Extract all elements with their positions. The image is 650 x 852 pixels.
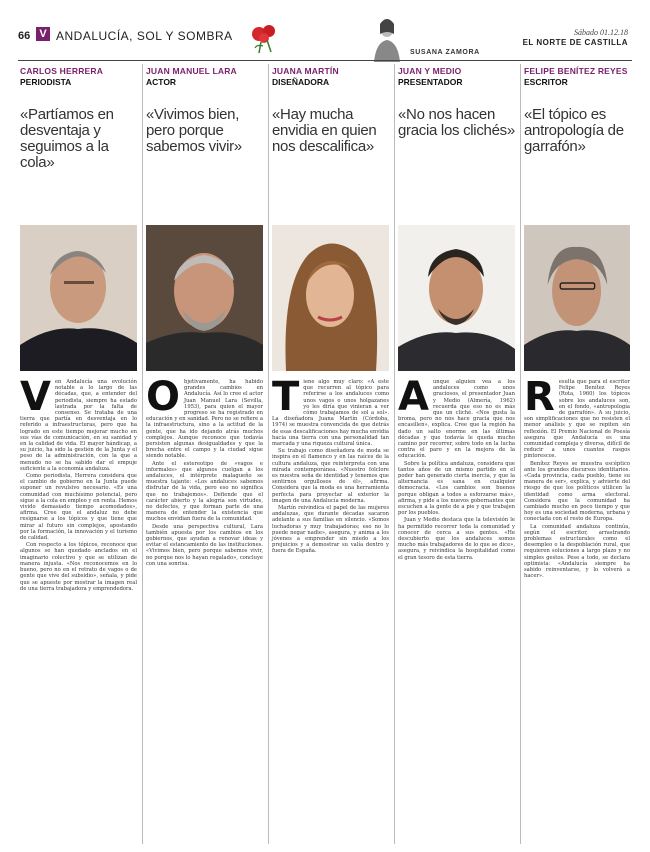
pull-quote: «Vivimos bien, pero porque sabemos vivir» [146,106,242,155]
article-body [398,374,515,561]
portrait-photo [146,225,263,371]
column-juan-manuel-lara [146,64,263,844]
paragraph: Martín reivindica el papel de las mujeres andaluzas, que durante décadas sacaron adelante a sus familias en silencio. «Somos luchadoras y muy trabajadoras; eso no lo puede negar nadie», asegura, y anima a los jóvenes a emprender sin miedo a los prejuicios y a demostrar su valía dentro y fuera de España. [272,505,389,555]
paragraph: unque alguien vea a los andaluces como unos graciosos, el presentador Juan y Medio (Almería, 1962) recuerda que eso no es más que un cliché. «Nos gusta la broma, pero no nos hace gracia que nos encasillen», explica. Cree que la región ha dado un salto enorme en las últimas décadas y que todavía le queda mucho camino por recorrer, sobre todo en la lucha contra el paro y en la mejora de la educación. [398,379,515,460]
paragraph: Benítez Reyes se muestra escéptico ante los grandes discursos identitarios. «Cada provincia, cada pueblo, tiene su manera de ser», explica, y advierte del riesgo de que los políticos utilicen la identidad como arma electoral. Considera que la comunidad ha cambiado mucho en poco tiempo y que hoy es una sociedad moderna, urbana y conectada con el resto de Europa. [524,460,630,523]
pull-quote: «Partíamos en desventaja y seguimos a la cola» [20,106,114,171]
person-name: JUAN MANUEL LARA [146,66,237,76]
person-name: FELIPE BENÍTEZ REYES [524,66,628,76]
article-body [524,374,630,580]
person-role: DISEÑADORA [272,77,330,87]
article-body [20,374,137,592]
paragraph: iene algo muy claro: «A este que recurren al tópico para referirse a los andaluces como unos vagos o unos holgazanes yo les diría que vinieran a ver cómo trabajamos de sol a sol». La diseñadora Juana Martín (Córdoba, 1974) se muestra convencida de que detrás de esas descalificaciones hay mucha envidia hacia una tierra con una personalidad tan marcada y una riqueza cultural única. [272,379,389,448]
pull-quote: «Hay mucha envidia en quien nos descalifica» [272,106,377,155]
drop-cap: A [398,374,429,420]
paragraph: Su trabajo como diseñadora de moda se inspira en el flamenco y en las raíces de la cultura andaluza, que reinterpreta con una mirada contemporánea. «Nuestro folclore es nuestra seña de identidad y tenemos que sentirnos orgullosos de él», afirma. Considera que la moda es una herramienta perfecta para proyectar al exterior la imagen de una Andalucía moderna. [272,448,389,504]
section-icon: V [36,27,50,41]
drop-cap: V [20,374,51,420]
person-role: ACTOR [146,77,177,87]
drop-cap: T [272,374,300,420]
column-carlos-herrera [20,64,137,844]
portrait-photo [524,225,630,371]
column-divider [394,64,395,844]
header-rule [18,60,632,61]
portrait-photo [20,225,137,371]
paragraph: La comunidad andaluza continúa, según el escritor, arrastrando problemas estructurales como el desempleo o la despoblación rural, que requieren soluciones a largo plazo y no simples gestos. Pese a todo, se declara optimista: «Andalucía siempre ha sabido reinventarse, y lo volverá a hacer». [524,523,630,580]
drop-cap: O [146,374,181,420]
pull-quote: «El tópico es antropología de garrafón» [524,106,624,155]
newspaper-name: EL NORTE DE CASTILLA [522,38,628,47]
portrait-photo [272,225,389,371]
column-juan-y-medio [398,64,515,844]
portrait-photo [398,225,515,371]
paragraph: en Andalucía una evolución notable a lo largo de las décadas, que, a entender del periodista, siempre ha estado lastrada por la falta de consenso. Se trataba de una tierra que partía en desventaja en lo referido a infraestructuras, pero que ha logrado en este tiempo mejorar mucho en sus vías de comunicación, en su sanidad y en la calidad de vida. El mayor hándicap, a su juicio, ha sido la gestión de la Junta y el peso de la administración, con la que a menudo no se ha sabido dar el empuje suficiente a la economía andaluza. [20,379,137,472]
person-name: JUAN Y MEDIO [398,66,462,76]
paragraph: Juan y Medio destaca que la televisión le ha permitido recorrer toda la comunidad y conocer de cerca a sus gentes. «He descubierto que los andaluces somos mucho más trabajadores de lo que se dice», asegura, y reivindica la hospitalidad como el gran tesoro de esta tierra. [398,517,515,561]
paragraph: Sobre la política andaluza, considera que tantos años de un mismo partido en el poder han generado cierta inercia, y que la alternancia es sana en cualquier democracia. «Los cambios son buenos porque obligan a todos a esforzarse más», afirma, y pide a los nuevos gobernantes que escuchen a la gente de a pie y que trabajen por los pueblos. [398,460,515,517]
paragraph: Desde una perspectiva cultural, Lara también apuesta por los cambios en los gobiernos, que ayudan a renovar ideas y evitar el estancamiento de las instituciones. «Vivimos bien, pero porque sabemos vivir, no porque nos lo hayan regalado», concluye con una sonrisa. [146,523,263,567]
paragraph: bjetivamente, ha habido grandes cambios en Andalucía. Así lo cree el actor Juan Manuel Lara (Sevilla, 1953), para quien el mayor progreso se ha registrado en educación y en sanidad. Pero no se refiere a la infraestructura, sino a la actitud de la gente, que ha ido dejando atrás muchos complejos. Aunque reconoce que todavía persisten algunas desigualdades y que la brecha entre el campo y la ciudad sigue siendo notable. [146,379,263,460]
column-divider [142,64,143,844]
column-divider [268,64,269,844]
carnation-icon [247,22,283,54]
paragraph: Como periodista, Herrera considera que el cambio de gobierno en la Junta puede suponer un revulsivo necesario. «Es una comunidad con muchísimo potencial, pero sigue a la cola en empleo y en renta. Hemos vivido demasiado tiempo acomodados», afirma. Cree que el andaluz no debe resignarse a los tópicos y que tiene que mirar al futuro sin complejos, apostando por la formación, la innovación y el turismo de calidad. [20,473,137,542]
person-name: JUANA MARTÍN [272,66,339,76]
paragraph: esulta que para el escritor Felipe Benítez Reyes (Rota, 1960) los tópicos sobre los andaluces son, en el fondo, «antropología de garrafón». A su juicio, son simplificaciones que no resisten el menor análisis y que se repiten sin reflexión. El Premio Nacional de Poesía asegura que Andalucía es una comunidad compleja y diversa, difícil de reducir a unos cuantos rasgos pintorescos. [524,379,630,460]
page-number: 66 [18,30,31,42]
author-portrait-icon [372,14,402,62]
author-name: SUSANA ZAMORA [410,49,480,56]
pull-quote: «No nos hacen gracia los clichés» [398,106,515,139]
paragraph: Ante el estereotipo de «vagos e informales» que algunos cuelgan a los andaluces, el intérprete malagueño se muestra tajante: «Los andaluces sabemos disfrutar de la vida, pero eso no significa que no trabajemos». Defiende que el carácter abierto y la alegría son virtudes, no defectos, y que forman parte de una manera de entender la existencia que muchos envidian fuera de la comunidad. [146,460,263,523]
drop-cap: R [524,374,555,420]
person-role: PRESENTADOR [398,77,463,87]
column-divider [520,64,521,844]
person-role: PERIODISTA [20,77,72,87]
column-juana-martin [272,64,389,844]
issue-date: Sábado 01.12.18 [574,28,628,37]
page-header [0,0,650,62]
person-name: CARLOS HERRERA [20,66,104,76]
person-role: ESCRITOR [524,77,568,87]
paragraph: Con respecto a los tópicos, reconoce que algunos se han quedado anclados en el imaginario colectivo y que se utilizan de manera injusta. «Nos reconocemos en lo bueno, pero no en el retrato de vagos o de gente que vive del subsidio», señala, y pide que se apueste por mostrar la imagen real de una tierra trabajadora y emprendedora. [20,542,137,592]
article-body [272,374,389,555]
article-body [146,374,263,567]
column-felipe-benitez-reyes [524,64,640,844]
section-title: ANDALUCÍA, SOL Y SOMBRA [56,29,233,43]
